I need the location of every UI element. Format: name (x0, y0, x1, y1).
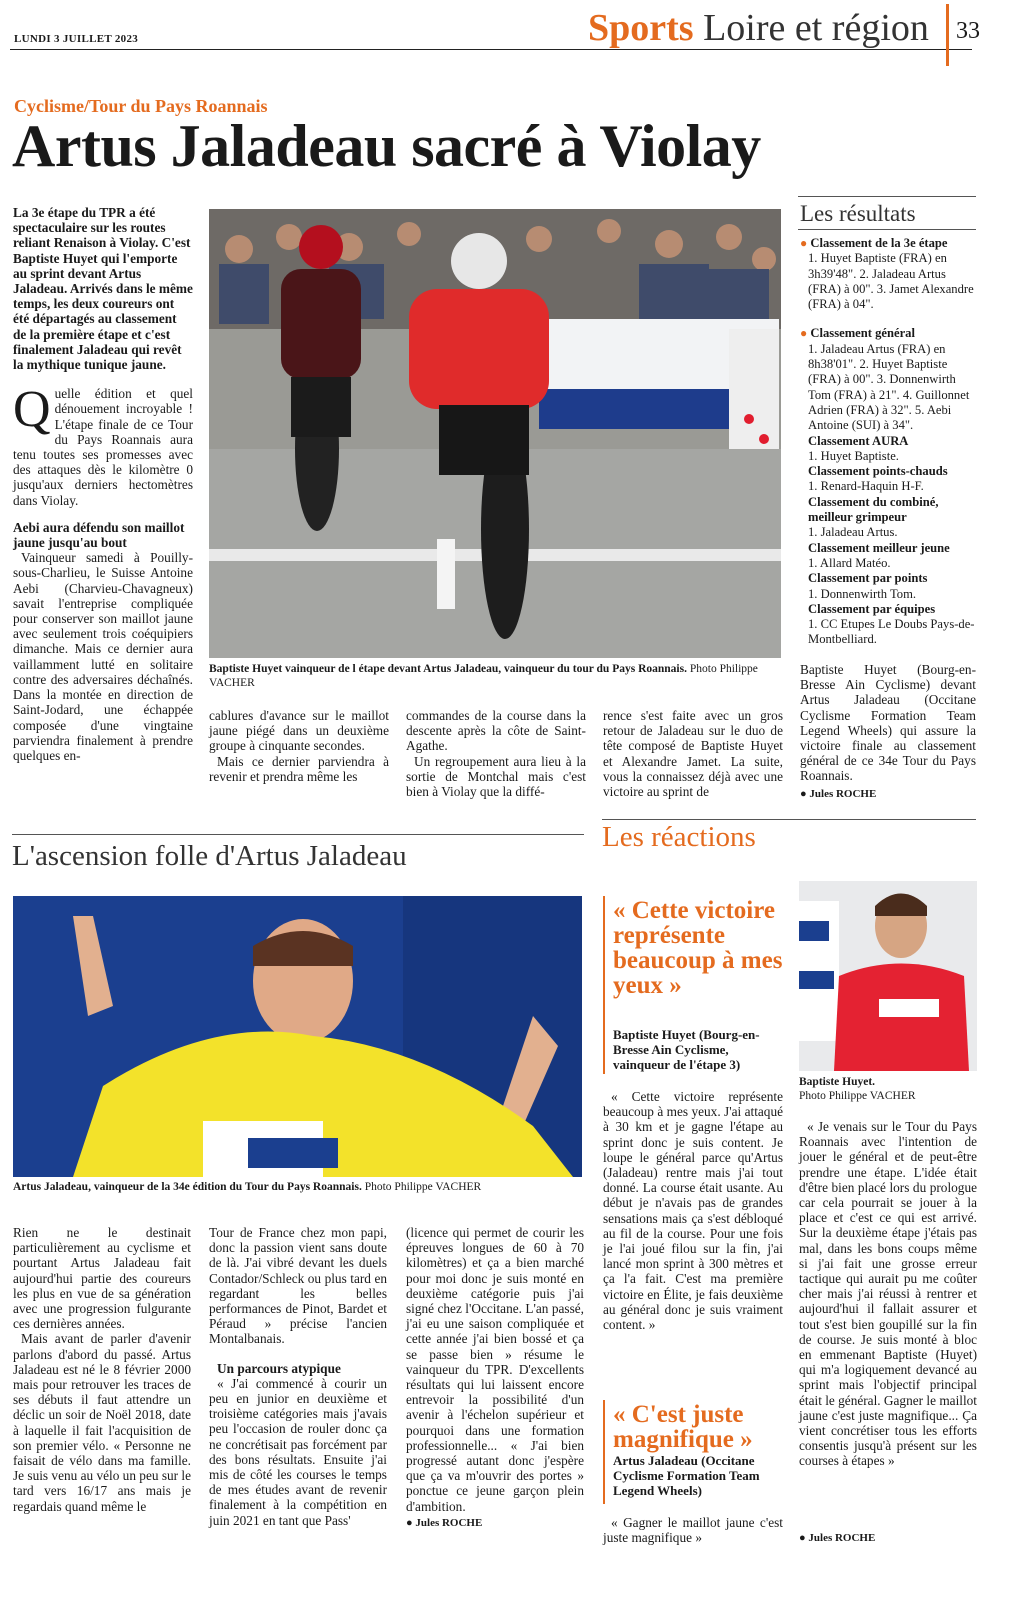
results-aura-head: Classement AURA (808, 433, 909, 448)
column2-body: cablures d'avance sur le maillot jaune piégé dans un deuxième groupe à cinquante secondes. (209, 708, 389, 754)
article1-column-5 (800, 662, 976, 802)
section-title-rest: Loire et région (693, 7, 929, 49)
page-number: 33 (956, 18, 980, 44)
results-stage-body: 1. Huyet Baptiste (FRA) en 3h39'48". 2. Jaladeau Artus (FRA) à 00". 3. Jamet Alexandre (FRA) à 04". (808, 251, 974, 312)
column5-body: Baptiste Huyet (Bourg-en-Bresse Ain Cyclisme) devant Artus Jaladeau (Occitane Cyclisme Formation Team Legend Wheels) qui assure la victoire finale au classement général de ce 34e Tour du Pays Roannais. (800, 662, 976, 784)
quote1: « Cette victoire représente beaucoup à mes yeux » (613, 897, 783, 999)
article2-col2-body: Tour de France chez mon papi, donc la passion vient sans doute de là. J'ai vibré devant les duels Contador/Schleck ou plus tard en regardant les belles performances de Pinot, Bardet et Péraud » précise l'ancien Montalbanais. (209, 1225, 387, 1347)
portrait-caption (13, 1180, 582, 1194)
results-general-heading (800, 326, 976, 341)
caption-credit: Photo Philippe VACHER (209, 663, 758, 689)
huyet-caption-text: Baptiste Huyet. (799, 1076, 876, 1088)
reactions-signature-name: Jules ROCHE (808, 1532, 876, 1544)
reactions-top-rule (602, 819, 976, 820)
signature-name: Jules ROCHE (809, 787, 877, 800)
results-points-body: 1. Donnenwirth Tom. (808, 586, 917, 601)
results-stage-head: Classement de la 3e étape (810, 236, 948, 250)
results-general-body: 1. Jaladeau Artus (FRA) en 8h38'01". 2. Huyet Baptiste (FRA) à 00". 3. Donnenwirth Tom (FRA) à 21". 4. Guillonnet Adrien (FRA) à 32". 5. Aebi Antoine (SUI) à 34". (808, 341, 970, 433)
quote2-author: Artus Jaladeau (Occitane Cyclisme Formation Team Legend Wheels) (613, 1453, 760, 1498)
article2-title: L'ascension folle d'Artus Jaladeau (12, 840, 407, 872)
article-intro (13, 381, 193, 508)
column2-body-2: Mais ce dernier parviendra à revenir et prendra même les (209, 753, 389, 784)
reaction3-body: « Je venais sur le Tour du Pays Roannais avec l'intention de jouer le général et de peut-être prendre une étape. L'idée était d'être bien placé lors du prologue car cela pourrait se jouer à la place et c'est ce qui est arrivé. Sur la deuxième étape j'étais pas mal, dans les bons coups même si j'ai fait une grosse erreur tactique qui aurait pu me coûter cher mais j'ai réussi à rentrer et aujourd'hui il fallait assurer et tout s'est bien goupillé sur la fin de course. Je suis monté à bloc en emmenant Baptiste (Huyet) qui m'a logiquement devancé au sprint mais l'objectif principal était le général. Gagner le maillot jaune c'est juste magnifique... Ça vient concrétiser tous les efforts consentis jusqu'à présent sur les courses à étapes » (799, 1119, 977, 1469)
reaction2-body: « Gagner le maillot jaune c'est juste magnifique » (603, 1515, 783, 1546)
column3-body-2: Un regroupement aura lieu à la sortie de Montchal mais c'est bien à Violay que la diffé- (406, 753, 586, 800)
reaction1-body: « Cette victoire représente beaucoup à mes yeux. J'ai attaqué à 30 km et je gagne l'étape au sprint donc je suis content. Je loupe le général parce qu'Artus (Jaladeau) rentre mais j'ai tout donné. La course était usante. Au début je n'avais pas de grandes sensations mais ça s'est débloqué au fil de la course. Pour une fois je l'ai joué filou sur la fin, j'ai lancé mon sprint à 300 mètres et ça l'a fait. C'est ma première victoire en Élite, je fais deuxième au général donc je suis vraiment content. » (603, 1089, 783, 1333)
bullet-icon: ● (800, 326, 808, 341)
article1-column-1 (13, 205, 193, 763)
article2-signature: ● Jules ROCHE (406, 1516, 483, 1529)
section-title-bold: Sports (588, 7, 694, 49)
results-young-head: Classement meilleur jeune (808, 540, 950, 555)
article1-column-2 (209, 708, 389, 784)
caption-text: Baptiste Huyet vainqueur de l étape devant Artus Jaladeau, vainqueur du tour du Pays Roannais. (209, 663, 687, 675)
bullet-icon: ● (800, 236, 808, 250)
race-finish-photo (209, 209, 781, 658)
quote2-bar (603, 1400, 605, 1504)
article-chapo: La 3e étape du TPR a été spectaculaire sur les routes reliant Renaison à Violay. C'est Baptiste Huyet qui l'emporte au sprint devant Artus Jaladeau. Arrivés dans le même temps, les deux coureurs ont été départagés au classement de la première étape et c'est finalement Jaladeau qui revêt la mythique tunique jaune. (13, 205, 193, 373)
quote1-bar (603, 896, 605, 1074)
article2-col2-body-2: « J'ai commencé à courir un peu en junior en deuxième et troisième catégories mais j'avais peu l'occasion de rouler donc ça ne concrétisait pas forcément par des bons résultats. Ensuite j'ai mis de côté les courses le temps de mes études avant de revenir finalement à la compétition en juin 2021 en tant que Pass' (209, 1375, 387, 1528)
reactions-title: Les réactions (602, 821, 756, 853)
article2-col1-body: Mais avant de parler d'avenir parlons d'abord du passé. Artus Jaladeau est né le 8 février 2000 mais pour retrouver les traces de ses débuts il faut attendre un déclic un soir de Noël 2018, date à laquelle il fait l'acquisition de son premier vélo. « Personne ne faisait de vélo dans ma famille. Je suis venu au vélo un peu sur le tard vers 16/17 ans mais je regardais quand même le (13, 1331, 191, 1514)
article2-lead: Rien ne le destinait particulièrement au cyclisme et pourtant Artus Jaladeau fait aujourd'hui partie des coureurs les plus en vue de sa génération avec une progression fulgurante ces dernières années. (13, 1225, 191, 1332)
results-team-body: 1. CC Etupes Le Doubs Pays-de-Montbelliard. (808, 617, 975, 647)
quote2: « C'est juste magnifique » (613, 1401, 753, 1453)
race-finish-image (209, 209, 781, 658)
results-combine-body: 1. Jaladeau Artus. (808, 525, 898, 540)
article2-col3-body: (licence qui permet de courir les épreuves longues de 60 à 70 kilomètres) et ça a bien marché pour moi donc je suis monté en deuxième catégorie puis j'ai signé chez l'Occitane. L'an passé, j'ai eu une saison compliquée et cette année j'ai bien bossé et ça se passe bien » résume le vainqueur du TPR. D'excellents résultats qui lui laissent encore entrevoir la possibilité d'un avenir à l'échelon supérieur et pourquoi dans une formation professionnelle... « J'ai bien progressé autant donc j'espère que ça va m'ouvrir des portes » ponctue ce jeune garçon plein d'ambition. (406, 1225, 584, 1514)
portrait-caption-text: Artus Jaladeau, vainqueur de la 34e édition du Tour du Pays Roannais. (13, 1181, 362, 1193)
article-headline: Artus Jaladeau sacré à Violay (12, 113, 761, 179)
portrait-caption-credit: Photo Philippe VACHER (361, 1181, 482, 1193)
article2-signature-name: Jules ROCHE (415, 1516, 483, 1529)
article-subhead: Aebi aura défendu son maillot jaune jusqu'au bout (13, 519, 185, 551)
article1-signature: ● Jules ROCHE (800, 787, 877, 800)
results-title-rule (798, 229, 976, 230)
results-list (800, 236, 976, 648)
article-kicker: Cyclisme/Tour du Pays Roannais (14, 96, 268, 116)
results-aura-body: 1. Huyet Baptiste. (808, 448, 899, 463)
jaladeau-portrait-image (13, 896, 582, 1177)
issue-date: LUNDI 3 JUILLET 2023 (14, 33, 139, 45)
huyet-caption-credit: Photo Philippe VACHER (799, 1090, 916, 1102)
results-stage-heading (800, 236, 976, 251)
intro-text: uelle édition et quel dénouement incroyable ! L'étape finale de ce Tour du Pays Roannais aura tenu toutes ses promesses avec des attaques dès le kilomètre 0 jusqu'aux derniers hectomètres dans Violay. (13, 386, 193, 508)
results-young-body: 1. Allard Matéo. (808, 555, 891, 570)
results-top-rule (798, 196, 976, 197)
column3-body: commandes de la course dans la descente après la côte de Saint-Agathe. (406, 708, 586, 754)
reactions-signature: ● Jules ROCHE (799, 1532, 876, 1544)
header-divider (946, 4, 949, 66)
article1-column-3 (406, 708, 586, 799)
quote1-author: Baptiste Huyet (Bourg-en-Bresse Ain Cyclisme, vainqueur de l'étape 3) (613, 1027, 760, 1072)
results-title: Les résultats (800, 201, 916, 226)
column4-body: rence s'est faite avec un gros retour de Jaladeau sur le duo de tête composé de Baptiste Huyet et Alexandre Jamet. La suite, vous la connaissez déjà avec une victoire au sprint de (603, 708, 783, 800)
column1-body: Vainqueur samedi à Pouilly-sous-Charlieu, le Suisse Antoine Aebi (Charvieu-Chavagneux) savait l'entreprise compliquée pour conserver son maillot jaune avec seulement trois coéquipiers dimanche. Mais ce dernier aura vaillamment lutté en solitaire contre des adversaires déchaînés. Dans la montée en direction de Saint-Jodard, une échappée composée d'une vingtaine parviendra finalement à prendre quelques en- (13, 550, 193, 763)
section-title (588, 6, 929, 50)
article1-column-4 (603, 708, 783, 799)
article2-column-2 (209, 1225, 387, 1528)
results-points-chauds-head: Classement points-chauds (808, 464, 948, 479)
article2-column-3 (406, 1225, 584, 1531)
drop-cap: Q (13, 381, 51, 439)
results-team-head: Classement par équipes (808, 601, 936, 616)
main-photo-caption (209, 662, 781, 690)
article2-top-rule (12, 834, 584, 835)
huyet-photo (799, 881, 977, 1071)
huyet-photo-caption (799, 1075, 977, 1103)
results-combine-head: Classement du combiné, meilleur grimpeur (808, 494, 939, 525)
article2-subhead: Un parcours atypique (217, 1360, 341, 1376)
results-general-head: Classement général (810, 326, 915, 341)
portrait-photo (13, 896, 582, 1177)
article2-column-1 (13, 1225, 191, 1514)
results-points-head: Classement par points (808, 571, 928, 586)
huyet-portrait-image (799, 881, 977, 1071)
results-points-chauds-body: 1. Renard-Haquin H-F. (808, 479, 924, 494)
